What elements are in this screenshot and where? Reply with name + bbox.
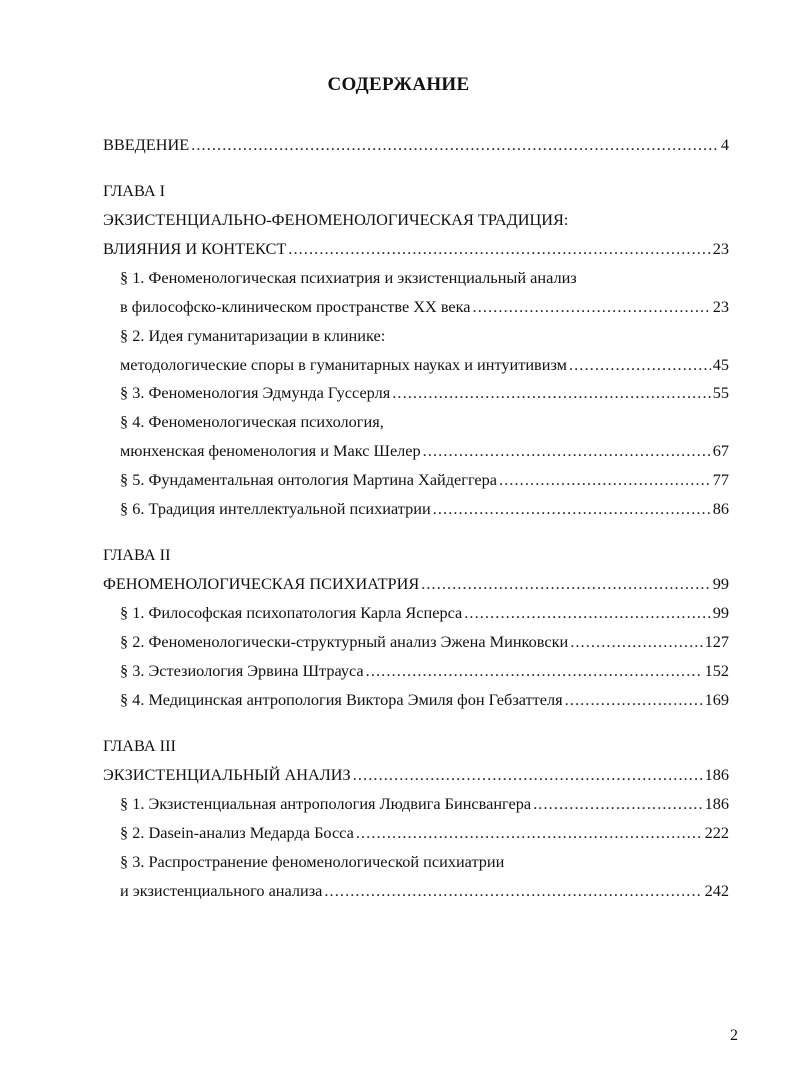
- toc-entry-page: 152: [704, 661, 729, 680]
- chapter-2-title: ФЕНОМЕНОЛОГИЧЕСКАЯ ПСИХИАТРИЯ: [103, 574, 420, 593]
- toc-entry-text: методологические споры в гуманитарных науках и интуитивизм: [120, 355, 567, 374]
- toc-entry-text: в философско-клиническом пространстве XX века: [120, 297, 471, 316]
- chapter-2-section-2[interactable]: [120, 631, 729, 653]
- chapter-3-label: ГЛАВА III: [103, 736, 176, 755]
- chapter-1-title-line2: ВЛИЯНИЯ И КОНТЕКСТ: [103, 239, 287, 258]
- toc-entry-text: ВВЕДЕНИЕ: [103, 135, 190, 154]
- toc-entry-page: 4: [720, 135, 729, 154]
- toc-entry-page: 127: [704, 632, 729, 651]
- dot-leader: [533, 793, 702, 815]
- dot-leader: [353, 764, 703, 786]
- dot-leader: [473, 296, 711, 318]
- dot-leader: [191, 134, 719, 156]
- chapter-1-section-3[interactable]: [120, 382, 729, 404]
- toc-entry-page: 222: [704, 823, 729, 842]
- toc-entry-text: § 1. Философская психопатология Карла Ясперса: [120, 603, 463, 622]
- chapter-1-heading[interactable]: [103, 238, 729, 260]
- toc-entry-introduction[interactable]: [103, 134, 729, 156]
- toc-entry-text: и экзистенциального анализа: [120, 881, 323, 900]
- chapter-3-section-2[interactable]: [120, 822, 729, 844]
- chapter-3-section-3[interactable]: [120, 880, 729, 902]
- dot-leader: [499, 469, 711, 491]
- toc-entry-text: § 3. Феноменология Эдмунда Гуссерля: [120, 383, 391, 402]
- toc-entry-page: 186: [704, 794, 729, 813]
- dot-leader: [423, 440, 711, 462]
- dot-leader: [464, 602, 710, 624]
- dot-leader: [421, 573, 711, 595]
- toc-entry-text: § 4. Медицинская антропология Виктора Эмиля фон Гебзаттеля: [120, 690, 563, 709]
- dot-leader: [288, 238, 710, 260]
- chapter-1-section-2-line1[interactable]: § 2. Идея гуманитаризации в клинике:: [120, 326, 386, 345]
- toc-entry-text: § 2. Dasein-анализ Медарда Босса: [120, 823, 354, 842]
- dot-leader: [324, 880, 702, 902]
- chapter-1-section-1-line1[interactable]: § 1. Феноменологическая психиатрия и экзистенциальный анализ: [120, 268, 577, 287]
- chapter-1-section-2[interactable]: [120, 354, 729, 376]
- toc-entry-page: 169: [704, 690, 729, 709]
- toc-entry-text: § 1. Экзистенциальная антропология Людвига Бинсвангера: [120, 794, 532, 813]
- toc-entry-text: § 5. Фундаментальная онтология Мартина Хайдеггера: [120, 470, 497, 489]
- chapter-2-label: ГЛАВА II: [103, 545, 171, 564]
- toc-entry-page: 242: [704, 881, 729, 900]
- dot-leader: [433, 498, 711, 520]
- dot-leader: [569, 354, 711, 376]
- chapter-3-title: ЭКЗИСТЕНЦИАЛЬНЫЙ АНАЛИЗ: [103, 765, 351, 784]
- chapter-1-section-6[interactable]: [120, 498, 729, 520]
- toc-entry-page: 67: [712, 441, 729, 460]
- chapter-3-heading[interactable]: [103, 764, 729, 786]
- chapter-2-page: 99: [712, 574, 729, 593]
- chapter-2-section-3[interactable]: [120, 660, 729, 682]
- toc-entry-page: 77: [712, 470, 729, 489]
- toc-entry-text: § 6. Традиция интеллектуальной психиатрии: [120, 499, 431, 518]
- chapter-1-section-4-line1[interactable]: § 4. Феноменологическая психология,: [120, 412, 384, 431]
- page-title: СОДЕРЖАНИЕ: [327, 74, 470, 95]
- chapter-3-page: 186: [704, 765, 729, 784]
- chapter-1-page: 23: [712, 239, 729, 258]
- chapter-1-section-1[interactable]: [120, 296, 729, 318]
- dot-leader: [565, 689, 703, 711]
- dot-leader: [356, 822, 703, 844]
- dot-leader: [366, 660, 703, 682]
- toc-entry-text: мюнхенская феноменология и Макс Шелер: [120, 441, 421, 460]
- chapter-1-title-line1: ЭКЗИСТЕНЦИАЛЬНО-ФЕНОМЕНОЛОГИЧЕСКАЯ ТРАДИЦИЯ:: [103, 210, 569, 229]
- chapter-3-section-3-line1[interactable]: § 3. Распространение феноменологической психиатрии: [120, 852, 505, 871]
- dot-leader: [392, 382, 710, 404]
- toc-entry-page: 45: [712, 355, 729, 374]
- chapter-1-section-5[interactable]: [120, 469, 729, 491]
- chapter-3-section-1[interactable]: [120, 793, 729, 815]
- toc-entry-page: 55: [712, 383, 729, 402]
- toc-entry-page: 99: [712, 603, 729, 622]
- toc-entry-page: 23: [712, 297, 729, 316]
- dot-leader: [570, 631, 702, 653]
- chapter-2-heading[interactable]: [103, 573, 729, 595]
- chapter-1-label: ГЛАВА I: [103, 181, 166, 200]
- toc-entry-page: 86: [712, 499, 729, 518]
- chapter-1-section-4[interactable]: [120, 440, 729, 462]
- chapter-2-section-1[interactable]: [120, 602, 729, 624]
- chapter-2-section-4[interactable]: [120, 689, 729, 711]
- page-number: 2: [730, 1027, 738, 1044]
- toc-entry-text: § 2. Феноменологически-структурный анализ Эжена Минковски: [120, 632, 569, 651]
- toc-entry-text: § 3. Эстезиология Эрвина Штрауса: [120, 661, 364, 680]
